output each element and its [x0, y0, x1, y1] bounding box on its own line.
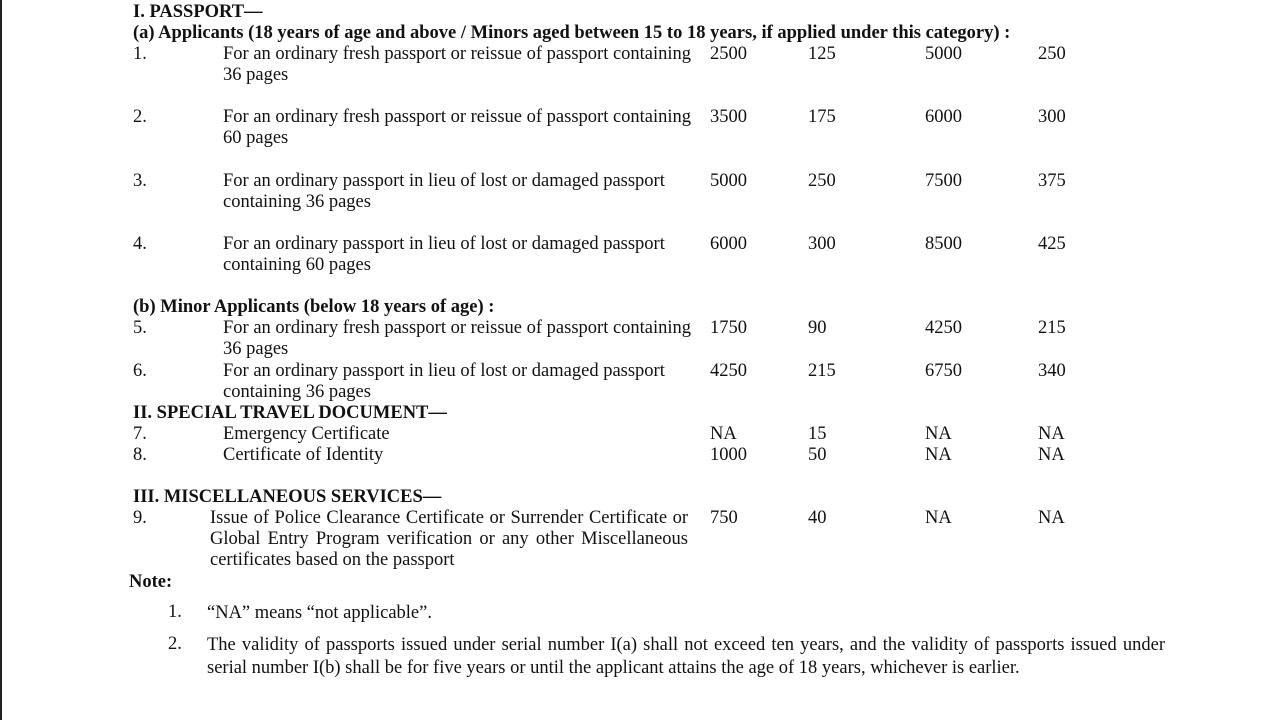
row-number: 4. [133, 234, 147, 254]
row-value-3: 7500 [925, 171, 962, 191]
row-value-1: 1000 [710, 445, 747, 465]
note-number: 1. [168, 602, 182, 622]
row-value-1: 3500 [710, 107, 747, 127]
row-value-1: 6000 [710, 234, 747, 254]
section-passport-heading: I. PASSPORT— [133, 2, 263, 22]
row-description: For an ordinary passport in lieu of lost or damaged passport containing 36 pages [223, 171, 665, 212]
row-value-2: 90 [808, 318, 827, 338]
row-value-2: 175 [808, 107, 836, 127]
minor-applicants-subheading: (b) Minor Applicants (below 18 years of age) : [133, 297, 495, 317]
row-value-3: 6750 [925, 361, 962, 381]
row-number: 3. [133, 171, 147, 191]
note-heading: Note: [129, 572, 173, 592]
row-value-1: 1750 [710, 318, 747, 338]
row-value-2: 300 [808, 234, 836, 254]
row-description: For an ordinary passport in lieu of lost or damaged passport containing 60 pages [223, 234, 665, 275]
row-value-4: NA [1038, 424, 1065, 444]
note-number: 2. [168, 634, 182, 654]
section-travel-document-heading: II. SPECIAL TRAVEL DOCUMENT— [133, 403, 447, 423]
row-value-4: NA [1038, 445, 1065, 465]
row-value-4: 340 [1038, 361, 1066, 381]
row-value-2: 50 [808, 445, 827, 465]
row-value-2: 15 [808, 424, 827, 444]
adult-applicants-subheading: (a) Applicants (18 years of age and above / Minors aged between 15 to 18 years, if applied under this category) : [133, 23, 1011, 43]
row-description: For an ordinary passport in lieu of lost or damaged passport containing 36 pages [223, 361, 665, 402]
row-value-3: NA [925, 508, 952, 528]
row-value-1: 2500 [710, 44, 747, 64]
note-text: “NA” means “not applicable”. [207, 603, 432, 623]
row-value-3: 6000 [925, 107, 962, 127]
row-value-3: NA [925, 445, 952, 465]
row-number: 7. [133, 424, 147, 444]
row-description: Emergency Certificate [223, 424, 390, 444]
row-value-2: 250 [808, 171, 836, 191]
row-description: Issue of Police Clearance Certificate or Surrender Certificate or Global Entry Program verification or any other Miscellaneous certificates based on the passport [210, 508, 688, 570]
row-number: 1. [133, 44, 147, 64]
row-description: Certificate of Identity [223, 445, 384, 465]
row-value-4: 375 [1038, 171, 1066, 191]
row-value-4: 250 [1038, 44, 1066, 64]
row-value-1: 4250 [710, 361, 747, 381]
row-number: 8. [133, 445, 147, 465]
row-value-3: 4250 [925, 318, 962, 338]
row-value-3: 8500 [925, 234, 962, 254]
row-description: For an ordinary fresh passport or reissue of passport containing 60 pages [223, 107, 692, 148]
row-value-4: 425 [1038, 234, 1066, 254]
row-value-2: 215 [808, 361, 836, 381]
row-number: 2. [133, 107, 147, 127]
row-value-4: 215 [1038, 318, 1066, 338]
row-number: 6. [133, 361, 147, 381]
note-text: The validity of passports issued under serial number I(a) shall not exceed ten years, and the validity of passports issued under serial number I(b) shall be for five years or until the applicant attains the age of 18 years, whichever is earlier. [207, 635, 1165, 678]
row-value-3: NA [925, 424, 952, 444]
page-left-border [0, 0, 2, 720]
row-value-2: 125 [808, 44, 836, 64]
row-value-4: 300 [1038, 107, 1066, 127]
row-value-1: 5000 [710, 171, 747, 191]
row-value-3: 5000 [925, 44, 962, 64]
row-value-4: NA [1038, 508, 1065, 528]
row-description: For an ordinary fresh passport or reissue of passport containing 36 pages [223, 318, 692, 359]
row-description: For an ordinary fresh passport or reissue of passport containing 36 pages [223, 44, 692, 85]
section-misc-services-heading: III. MISCELLANEOUS SERVICES— [133, 487, 442, 507]
row-value-1: 750 [710, 508, 738, 528]
row-number: 5. [133, 318, 147, 338]
row-value-2: 40 [808, 508, 827, 528]
row-value-1: NA [710, 424, 737, 444]
row-number: 9. [133, 508, 147, 528]
